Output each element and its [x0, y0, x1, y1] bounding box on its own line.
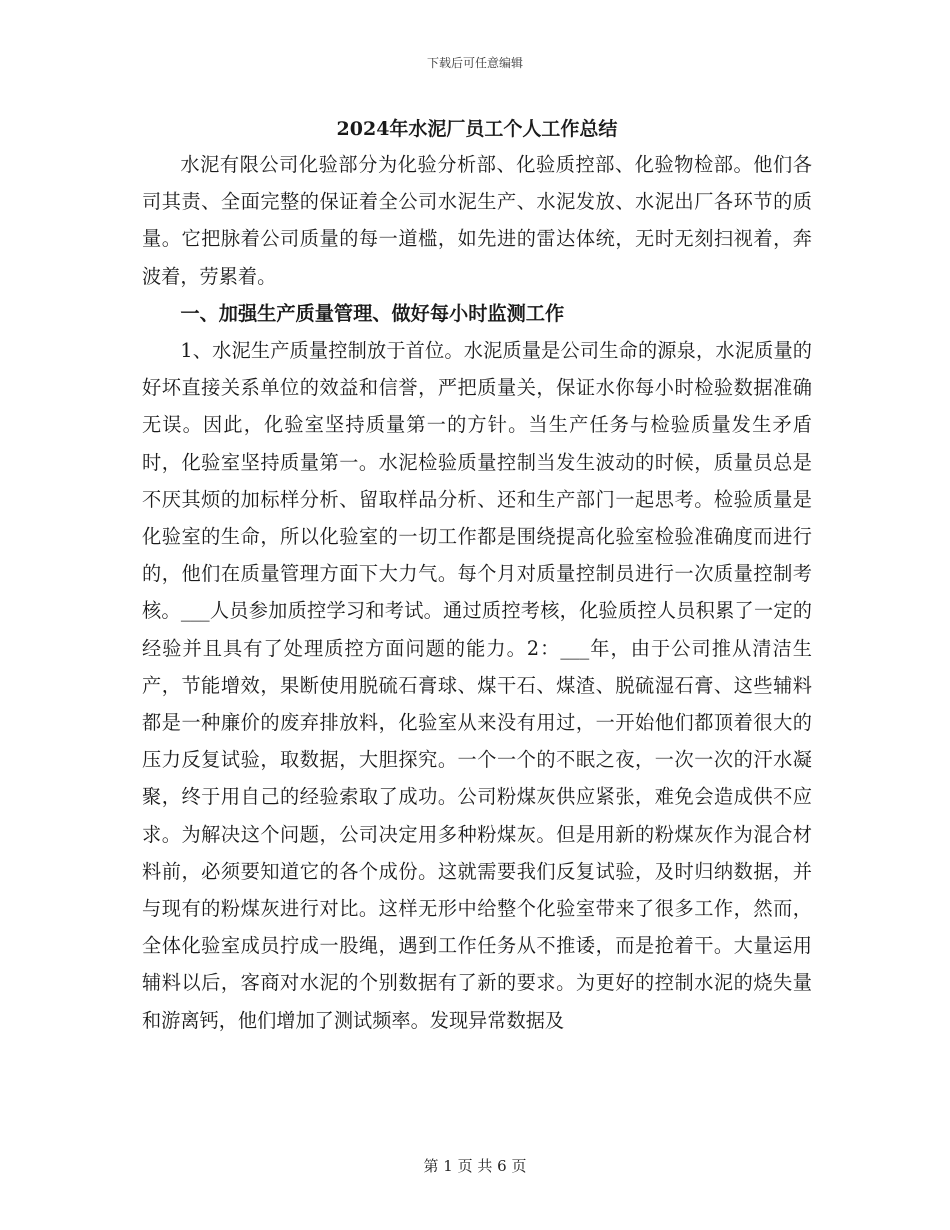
section-heading: 一、加强生产质量管理、做好每小时监测工作 — [180, 301, 565, 325]
page-number: 第 1 页 共 6 页 — [423, 1157, 527, 1175]
section-paragraph: 1、水泥生产质量控制放于首位。水泥质量是公司生命的源泉，水泥质量的好坏直接关系单位的效益和信誉，严把质量关，保证水你每小时检验数据准确无误。因此，化验室坚持质量第一的方针。当生产任务与检验质量发生矛盾时，化验室坚持质量第一。水泥检验质量控制当发生波动的时候，质量员总是不厌其烦的加标样分析、留取样品分析、还和生产部门一起思考。检验质量是化验室的生命，所以化验室的一切工作都是围绕提高化验室检验准确度而进行的，他们在质量管理方面下大力气。每个月对质量控制员进行一次质量控制考核。___人员参加质控学习和考试。通过质控考核，化验质控人员积累了一定的经验并且具有了处理质控方面问题的能力。2：___年，由于公司推从清洁生产，节能增效，果断使用脱硫石膏球、煤干石、煤渣、脱硫湿石膏、这些辅料都是一种廉价的废弃排放料，化验室从来没有用过，一开始他们都顶着很大的压力反复试验，取数据，大胆探究。一个一个的不眠之夜，一次一次的汗水凝聚，终于用自己的经验索取了成功。公司粉煤灰供应紧张，难免会造成供不应求。为解决这个问题，公司决定用多种粉煤灰。但是用新的粉煤灰作为混合材料前，必须要知道它的各个成份。这就需要我们反复试验，及时归纳数据，并与现有的粉煤灰进行对比。这样无形中给整个化验室带来了很多工作，然而，全体化验室成员拧成一股绳，遇到工作任务从不推诿，而是抢着干。大量运用辅料以后，客商对水泥的个别数据有了新的要求。为更好的控制水泥的烧失量和游离钙，他们增加了测试频率。发现异常数据及 — [142, 339, 812, 1032]
intro-paragraph: 水泥有限公司化验部分为化验分析部、化验质控部、化验物检部。他们各司其责、全面完整的保证着全公司水泥生产、水泥发放、水泥出厂各环节的质量。它把脉着公司质量的每一道槛，如先进的雷达体统，无时无刻扫视着，奔波着，劳累着。 — [142, 153, 812, 288]
document-body — [142, 112, 812, 1039]
document-title: 2024年水泥厂员工个人工作总结 — [336, 118, 618, 140]
header-note: 下载后可任意编辑 — [426, 56, 523, 70]
